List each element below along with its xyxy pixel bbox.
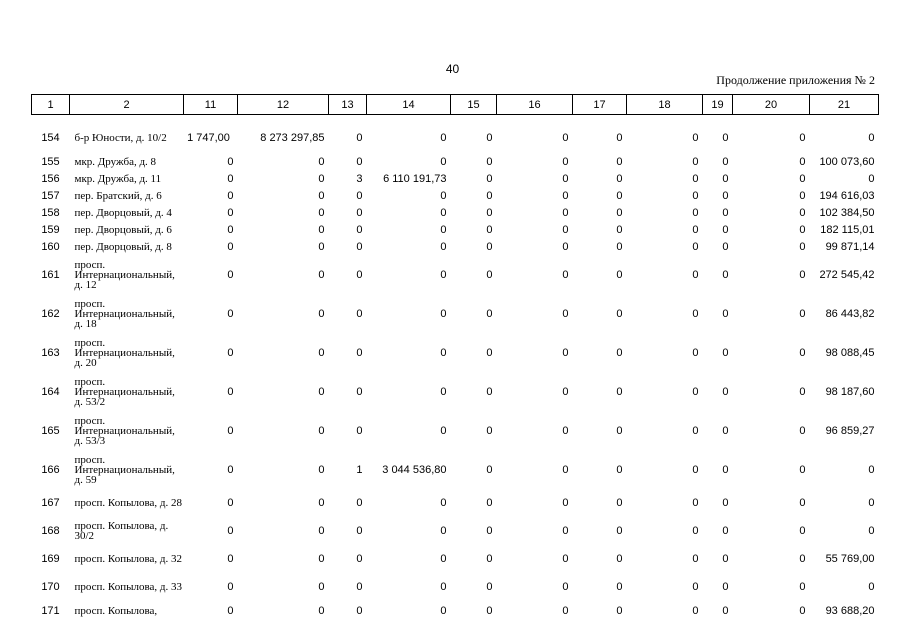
value-cell: 0	[318, 346, 325, 359]
value-cell: 0	[440, 424, 447, 437]
row-number: 164	[41, 385, 60, 398]
value-cell: 0	[799, 605, 806, 617]
value-cell: 0	[722, 240, 729, 253]
value-cell: 0	[692, 268, 699, 281]
value-cell: 0	[562, 307, 569, 320]
value-cell: 0	[486, 206, 493, 219]
table-row	[32, 333, 879, 372]
value-cell: 1 747,00	[187, 132, 230, 144]
value-cell: 0	[616, 497, 623, 509]
value-cell: 0	[440, 525, 447, 537]
value-cell: 98 187,60	[825, 385, 875, 398]
value-cell: 0	[356, 307, 363, 320]
value-cell: 0	[227, 189, 234, 202]
value-cell: 0	[440, 132, 447, 144]
value-cell: 0	[356, 155, 363, 168]
value-cell: 0	[562, 497, 569, 509]
value-cell: 0	[616, 172, 623, 185]
address-cell: пер. Дворцовый, д. 6	[74, 223, 172, 236]
value-cell: 0	[616, 424, 623, 437]
row-number: 162	[41, 307, 60, 320]
value-cell: 1	[356, 463, 363, 476]
table-row	[32, 411, 879, 450]
value-cell: 0	[318, 268, 325, 281]
value-cell: 0	[440, 240, 447, 253]
address-cell: просп. Копылова,	[74, 605, 158, 617]
value-cell: 96 859,27	[825, 424, 875, 437]
value-cell: 0	[799, 240, 806, 253]
row-number: 154	[41, 132, 60, 144]
value-cell: 0	[486, 385, 493, 398]
value-cell: 0	[356, 268, 363, 281]
column-header: 13	[329, 95, 367, 115]
value-cell: 0	[562, 155, 569, 168]
value-cell: 0	[799, 307, 806, 320]
table-row	[32, 489, 879, 517]
value-cell: 0	[356, 497, 363, 509]
value-cell: 182 115,01	[820, 223, 875, 236]
value-cell: 6 110 191,73	[383, 172, 447, 185]
row-number: 163	[41, 346, 60, 359]
value-cell: 0	[799, 385, 806, 398]
value-cell: 0	[692, 189, 699, 202]
value-cell: 0	[318, 172, 325, 185]
value-cell: 0	[616, 463, 623, 476]
value-cell: 0	[318, 155, 325, 168]
address-cell: просп. Интернациональный, д. 53/3	[74, 414, 175, 447]
value-cell: 0	[318, 189, 325, 202]
value-cell: 0	[722, 268, 729, 281]
row-number: 171	[41, 605, 60, 617]
table-row	[32, 153, 879, 170]
value-cell: 0	[227, 206, 234, 219]
value-cell: 0	[227, 240, 234, 253]
value-cell: 0	[692, 155, 699, 168]
value-cell: 0	[692, 240, 699, 253]
value-cell: 0	[799, 172, 806, 185]
value-cell: 0	[356, 132, 363, 144]
value-cell: 0	[318, 605, 325, 617]
appendix-note: Продолжение приложения № 2	[716, 73, 875, 87]
value-cell: 0	[616, 553, 623, 565]
table-row	[32, 170, 879, 187]
value-cell: 0	[616, 346, 623, 359]
value-cell: 0	[227, 424, 234, 437]
value-cell: 0	[356, 223, 363, 236]
row-number: 166	[41, 463, 60, 476]
value-cell: 0	[722, 307, 729, 320]
page-number: 40	[445, 62, 460, 76]
address-cell: просп. Интернациональный, д. 12	[74, 258, 175, 291]
value-cell: 0	[562, 424, 569, 437]
data-table	[31, 94, 879, 621]
value-cell: 0	[356, 525, 363, 537]
address-cell: просп. Интернациональный, д. 20	[74, 336, 175, 369]
table-body	[32, 115, 879, 622]
value-cell: 0	[318, 223, 325, 236]
value-cell: 0	[227, 155, 234, 168]
value-cell: 0	[356, 206, 363, 219]
value-cell: 0	[562, 553, 569, 565]
column-header: 21	[810, 95, 879, 115]
value-cell: 0	[227, 605, 234, 617]
value-cell: 0	[486, 307, 493, 320]
value-cell: 0	[318, 307, 325, 320]
value-cell: 0	[227, 553, 234, 565]
value-cell: 86 443,82	[825, 307, 875, 320]
value-cell: 0	[722, 155, 729, 168]
value-cell: 0	[722, 172, 729, 185]
value-cell: 0	[616, 581, 623, 593]
address-cell: просп. Интернациональный, д. 53/2	[74, 375, 175, 408]
table-row	[32, 601, 879, 621]
address-cell: просп. Копылова, д. 32	[74, 553, 183, 565]
value-cell: 93 688,20	[825, 605, 875, 617]
value-cell: 0	[722, 581, 729, 593]
value-cell: 0	[799, 497, 806, 509]
value-cell: 0	[318, 581, 325, 593]
value-cell: 0	[318, 206, 325, 219]
value-cell: 0	[722, 424, 729, 437]
value-cell: 0	[562, 581, 569, 593]
value-cell: 0	[616, 240, 623, 253]
column-header: 17	[573, 95, 627, 115]
value-cell: 0	[356, 189, 363, 202]
value-cell: 0	[562, 268, 569, 281]
column-header: 2	[70, 95, 184, 115]
table-row	[32, 238, 879, 255]
row-number: 169	[41, 553, 60, 565]
value-cell: 0	[868, 463, 875, 476]
row-number: 157	[41, 189, 60, 202]
value-cell: 0	[722, 385, 729, 398]
column-header: 14	[367, 95, 451, 115]
value-cell: 0	[799, 155, 806, 168]
value-cell: 0	[356, 553, 363, 565]
value-cell: 0	[356, 424, 363, 437]
value-cell: 0	[356, 240, 363, 253]
value-cell: 0	[799, 463, 806, 476]
table-row	[32, 221, 879, 238]
value-cell: 0	[562, 223, 569, 236]
value-cell: 0	[227, 463, 234, 476]
value-cell: 0	[227, 346, 234, 359]
table-row	[32, 187, 879, 204]
value-cell: 0	[722, 206, 729, 219]
value-cell: 0	[562, 525, 569, 537]
value-cell: 55 769,00	[825, 553, 875, 565]
value-cell: 0	[692, 346, 699, 359]
value-cell: 0	[799, 424, 806, 437]
value-cell: 0	[318, 525, 325, 537]
value-cell: 0	[868, 581, 875, 593]
value-cell: 0	[486, 346, 493, 359]
header-row	[32, 95, 879, 115]
spacer-row	[32, 115, 879, 124]
value-cell: 0	[722, 132, 729, 144]
row-number: 155	[41, 155, 60, 168]
row-number: 167	[41, 497, 60, 509]
value-cell: 0	[440, 346, 447, 359]
value-cell: 0	[722, 497, 729, 509]
value-cell: 0	[799, 553, 806, 565]
column-header: 20	[733, 95, 810, 115]
table-row	[32, 517, 879, 545]
value-cell: 0	[692, 132, 699, 144]
value-cell: 0	[722, 605, 729, 617]
value-cell: 0	[227, 581, 234, 593]
value-cell: 0	[227, 172, 234, 185]
value-cell: 0	[692, 497, 699, 509]
value-cell: 0	[616, 307, 623, 320]
value-cell: 0	[692, 424, 699, 437]
row-number: 161	[41, 268, 60, 281]
value-cell: 0	[616, 132, 623, 144]
value-cell: 0	[692, 223, 699, 236]
value-cell: 0	[868, 525, 875, 537]
address-cell: просп. Интернациональный, д. 18	[74, 297, 175, 330]
value-cell: 0	[692, 553, 699, 565]
value-cell: 0	[799, 206, 806, 219]
value-cell: 0	[318, 240, 325, 253]
value-cell: 0	[799, 132, 806, 144]
row-number: 165	[41, 424, 60, 437]
value-cell: 0	[440, 385, 447, 398]
value-cell: 0	[562, 189, 569, 202]
value-cell: 0	[868, 497, 875, 509]
value-cell: 0	[227, 268, 234, 281]
value-cell: 99 871,14	[825, 240, 875, 253]
value-cell: 0	[318, 424, 325, 437]
value-cell: 0	[692, 206, 699, 219]
row-number: 158	[41, 206, 60, 219]
value-cell: 3 044 536,80	[382, 463, 447, 476]
value-cell: 98 088,45	[825, 346, 875, 359]
value-cell: 0	[356, 346, 363, 359]
value-cell: 0	[562, 172, 569, 185]
value-cell: 0	[440, 155, 447, 168]
value-cell: 0	[227, 307, 234, 320]
value-cell: 102 384,50	[819, 206, 875, 219]
value-cell: 0	[562, 240, 569, 253]
value-cell: 0	[486, 240, 493, 253]
value-cell: 0	[562, 346, 569, 359]
column-header: 12	[238, 95, 329, 115]
value-cell: 0	[799, 581, 806, 593]
row-number: 160	[41, 240, 60, 253]
column-header: 15	[451, 95, 497, 115]
value-cell: 0	[440, 497, 447, 509]
value-cell: 0	[356, 385, 363, 398]
value-cell: 0	[486, 155, 493, 168]
address-cell: мкр. Дружба, д. 11	[74, 172, 162, 185]
table-row	[32, 294, 879, 333]
value-cell: 0	[562, 385, 569, 398]
value-cell: 0	[440, 307, 447, 320]
value-cell: 0	[616, 223, 623, 236]
address-cell: просп. Копылова, д. 30/2	[74, 520, 169, 542]
address-cell: пер. Дворцовый, д. 8	[74, 240, 172, 253]
table-row	[32, 123, 879, 153]
value-cell: 0	[692, 525, 699, 537]
address-cell: б-р Юности, д. 10/2	[74, 132, 167, 144]
value-cell: 0	[799, 346, 806, 359]
value-cell: 0	[356, 605, 363, 617]
value-cell: 0	[692, 605, 699, 617]
value-cell: 0	[562, 132, 569, 144]
value-cell: 0	[722, 346, 729, 359]
value-cell: 100 073,60	[819, 155, 875, 168]
value-cell: 0	[722, 223, 729, 236]
table-row	[32, 450, 879, 489]
value-cell: 0	[616, 206, 623, 219]
value-cell: 0	[616, 268, 623, 281]
value-cell: 0	[440, 206, 447, 219]
value-cell: 0	[486, 132, 493, 144]
value-cell: 0	[486, 581, 493, 593]
value-cell: 0	[440, 223, 447, 236]
value-cell: 0	[562, 206, 569, 219]
row-number: 159	[41, 223, 60, 236]
address-cell: просп. Копылова, д. 33	[74, 581, 183, 593]
value-cell: 0	[799, 189, 806, 202]
value-cell: 0	[227, 223, 234, 236]
value-cell: 0	[227, 525, 234, 537]
value-cell: 0	[722, 525, 729, 537]
value-cell: 0	[318, 463, 325, 476]
value-cell: 0	[486, 525, 493, 537]
value-cell: 0	[318, 385, 325, 398]
value-cell: 0	[616, 189, 623, 202]
value-cell: 0	[486, 605, 493, 617]
value-cell: 0	[692, 307, 699, 320]
address-cell: мкр. Дружба, д. 8	[74, 155, 157, 168]
value-cell: 0	[692, 463, 699, 476]
value-cell: 272 545,42	[819, 268, 875, 281]
value-cell: 0	[562, 605, 569, 617]
table-row	[32, 255, 879, 294]
value-cell: 0	[799, 525, 806, 537]
value-cell: 0	[692, 172, 699, 185]
row-number: 156	[41, 172, 60, 185]
row-number: 170	[41, 581, 60, 593]
value-cell: 0	[440, 189, 447, 202]
address-cell: пер. Братский, д. 6	[74, 189, 162, 202]
value-cell: 0	[486, 463, 493, 476]
value-cell: 0	[318, 553, 325, 565]
value-cell: 0	[868, 132, 875, 144]
value-cell: 0	[616, 385, 623, 398]
table-row	[32, 573, 879, 601]
column-header: 18	[627, 95, 703, 115]
value-cell: 0	[318, 497, 325, 509]
column-header: 16	[497, 95, 573, 115]
value-cell: 0	[356, 581, 363, 593]
value-cell: 0	[486, 189, 493, 202]
value-cell: 0	[486, 553, 493, 565]
column-header: 19	[703, 95, 733, 115]
table-row	[32, 204, 879, 221]
value-cell: 0	[616, 525, 623, 537]
column-header: 11	[184, 95, 238, 115]
value-cell: 0	[440, 553, 447, 565]
address-cell: пер. Дворцовый, д. 4	[74, 206, 172, 219]
value-cell: 0	[799, 223, 806, 236]
value-cell: 0	[440, 268, 447, 281]
column-header: 1	[32, 95, 70, 115]
value-cell: 0	[227, 497, 234, 509]
value-cell: 3	[356, 172, 363, 185]
value-cell: 0	[486, 172, 493, 185]
table-row	[32, 545, 879, 573]
address-cell: просп. Копылова, д. 28	[74, 497, 183, 509]
value-cell: 0	[722, 463, 729, 476]
value-cell: 8 273 297,85	[260, 132, 325, 144]
table-row	[32, 372, 879, 411]
value-cell: 0	[616, 605, 623, 617]
value-cell: 0	[486, 223, 493, 236]
value-cell: 0	[440, 581, 447, 593]
address-cell: просп. Интернациональный, д. 59	[74, 453, 175, 486]
value-cell: 0	[440, 605, 447, 617]
value-cell: 0	[722, 189, 729, 202]
value-cell: 0	[692, 581, 699, 593]
value-cell: 0	[616, 155, 623, 168]
value-cell: 0	[227, 385, 234, 398]
value-cell: 0	[799, 268, 806, 281]
value-cell: 0	[722, 553, 729, 565]
value-cell: 0	[486, 424, 493, 437]
value-cell: 0	[562, 463, 569, 476]
row-number: 168	[41, 525, 60, 537]
value-cell: 0	[486, 497, 493, 509]
value-cell: 0	[868, 172, 875, 185]
value-cell: 194 616,03	[819, 189, 875, 202]
value-cell: 0	[486, 268, 493, 281]
value-cell: 0	[692, 385, 699, 398]
